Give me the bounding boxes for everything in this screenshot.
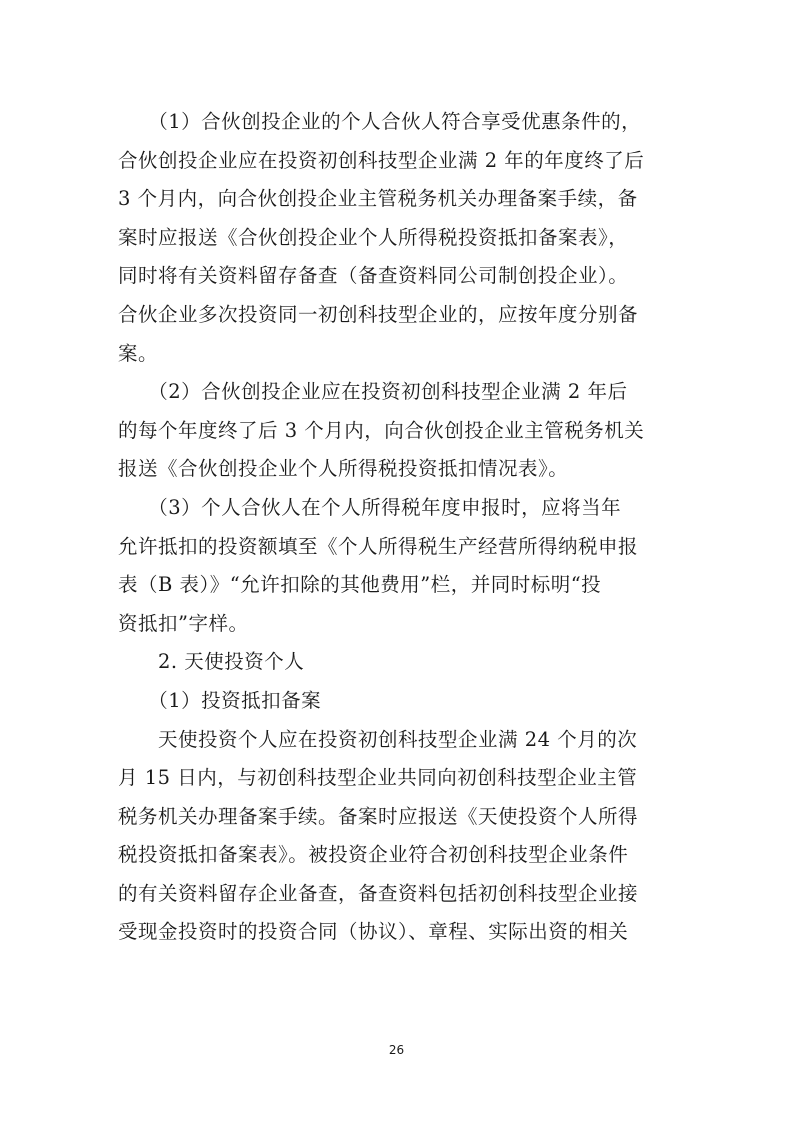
text-line: 税投资抵扣备案表》。被投资企业符合初创科技型企业条件 — [118, 843, 629, 867]
text-line: 案时应报送《合伙创投企业个人所得税投资抵扣备案表》， — [118, 225, 629, 249]
text-line: 案。 — [118, 341, 159, 365]
text-line: 合伙创投企业应在投资初创科技型企业满 2 年的年度终了后 — [118, 148, 645, 172]
text-line: 表（B 表）》“允许扣除的其他费用”栏，并同时标明“投 — [118, 573, 602, 597]
text-line: 受现金投资时的投资合同（协议）、章程、实际出资的相关 — [118, 920, 629, 944]
text-line: 同时将有关资料留存备查（备查资料同公司制创投企业）。 — [118, 264, 629, 288]
text-line: （2）合伙创投企业应在投资初创科技型企业满 2 年后 — [118, 380, 628, 404]
text-line: 报送《合伙创投企业个人所得税投资抵扣情况表》。 — [118, 457, 569, 481]
text-line: （1）合伙创投企业的个人合伙人符合享受优惠条件的， — [118, 110, 642, 133]
text-line: 税务机关办理备案手续。备案时应报送《天使投资个人所得 — [118, 804, 639, 828]
text-line: 的每个年度终了后 3 个月内，向合伙创投企业主管税务机关 — [118, 418, 645, 442]
text-line: （3）个人合伙人在个人所得税年度申报时，应将当年 — [118, 495, 622, 519]
body-text — [118, 103, 678, 952]
section-heading: 2. 天使投资个人 — [118, 650, 305, 674]
page-number: 26 — [388, 1043, 405, 1057]
text-line: 月 15 日内，与初创科技型企业共同向初创科技型企业主管 — [118, 766, 638, 790]
text-line: 天使投资个人应在投资初创科技型企业满 24 个月的次 — [118, 727, 638, 751]
text-line: 合伙企业多次投资同一初创科技型企业的，应按年度分别备 — [118, 302, 639, 326]
text-line: 允许抵扣的投资额填至《个人所得税生产经营所得纳税申报 — [118, 534, 639, 558]
subsection-heading: （1）投资抵扣备案 — [118, 688, 322, 712]
text-line: 3 个月内，向合伙创投企业主管税务机关办理备案手续，备 — [118, 187, 638, 211]
text-line: 资抵扣”字样。 — [118, 611, 249, 635]
text-line: 的有关资料留存企业备查，备查资料包括初创科技型企业接 — [118, 881, 639, 905]
